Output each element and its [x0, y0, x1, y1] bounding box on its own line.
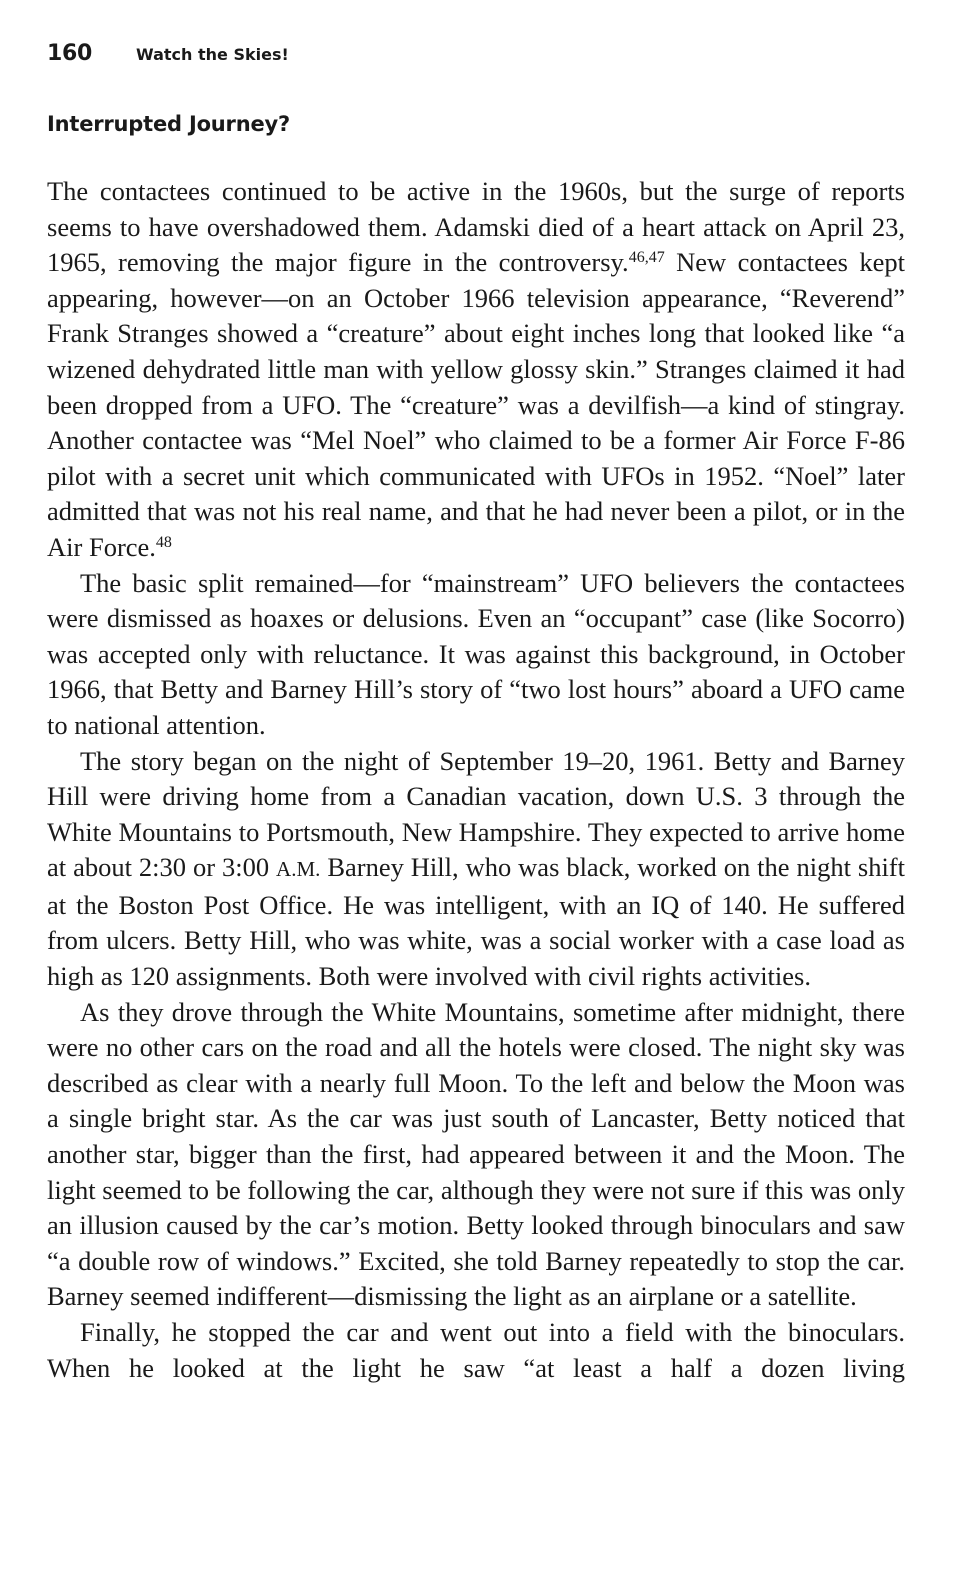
paragraph-1-part-2: New contactees kept appearing, however—on an October 1966 television appearance, “Reverend” Frank Stranges showed a “creature” about eight inches long that looked like “a wizened dehydrated little man with yellow glossy skin.” Stranges claimed it had been dropped from a UFO. The “creature” was a devilfish—a kind of stingray. Another contactee was “Mel Noel” who claimed to be a former Air Force F-86 pilot with a secret unit which communicated with UFOs in 1952. “Noel” later admitted that was not his real name, and that he had never been a pilot, or in the Air Force. — [47, 247, 905, 562]
paragraph-5: Finally, he stopped the car and went out into a field with the binoculars. When he looked at the light he saw “at least a half a dozen living — [47, 1317, 905, 1383]
footnote-ref-48: 48 — [155, 533, 172, 551]
paragraph-3 — [47, 744, 905, 995]
paragraph-4: As they drove through the White Mountains, sometime after midnight, there were no other cars on the road and all the hotels were closed. The night sky was described as clear with a nearly full Moon. To the left and below the Moon was a single bright star. As the car was just south of Lancaster, Betty noticed that another star, bigger than the first, had appeared between it and the Moon. The light seemed to be following the car, although they were not sure if this was only an illusion caused by the car’s motion. Betty looked through binoculars and saw “a double row of windows.” Excited, she told Barney repeatedly to stop the car. Barney seemed indifferent—dismissing the light as an airplane or a satellite. — [47, 996, 905, 1312]
paragraph-1-part-1: The contactees continued to be active in the 1960s, but the surge of reports seems to have overshadowed them. Adamski died of a heart attack on April 23, 1965, removing the major figure in the controversy. — [47, 176, 905, 278]
running-head — [47, 41, 289, 66]
paragraph-2: The basic split remained—for “mainstream” UFO believers the contactees were dismissed as hoaxes or delusions. Even an “occupant” case (like Socorro) was accepted only with reluctance. It was against this background, in October 1966, that Betty and Barney Hill’s story of “two lost hours” aboard a UFO came to national attention. — [47, 567, 905, 740]
page-number: 160 — [47, 41, 93, 66]
paragraph-3-part-1: The story began on the night of September 19–20, 1961. Betty and Barney Hill were driving home from a Canadian vacation, down U.S. 3 through the White Mountains to Portsmouth, New Hampshire. They expected to arrive home at about 2:30 or 3:00 — [47, 745, 905, 883]
section-heading: Interrupted Journey? — [47, 112, 290, 136]
time-abbreviation: A.M. — [276, 857, 321, 882]
body-text — [47, 174, 905, 1386]
paragraph-1 — [47, 174, 905, 566]
book-title: Watch the Skies! — [136, 45, 289, 64]
paragraph-3-part-2: Barney Hill, who was black, worked on the night shift at the Boston Post Office. He was intelligent, with an IQ of 140. He suffered from ulcers. Betty Hill, who was white, was a social worker with a case load as high as 120 assignments. Both were involved with civil rights activities. — [47, 852, 905, 992]
footnote-ref-46-47: 46,47 — [628, 249, 665, 267]
